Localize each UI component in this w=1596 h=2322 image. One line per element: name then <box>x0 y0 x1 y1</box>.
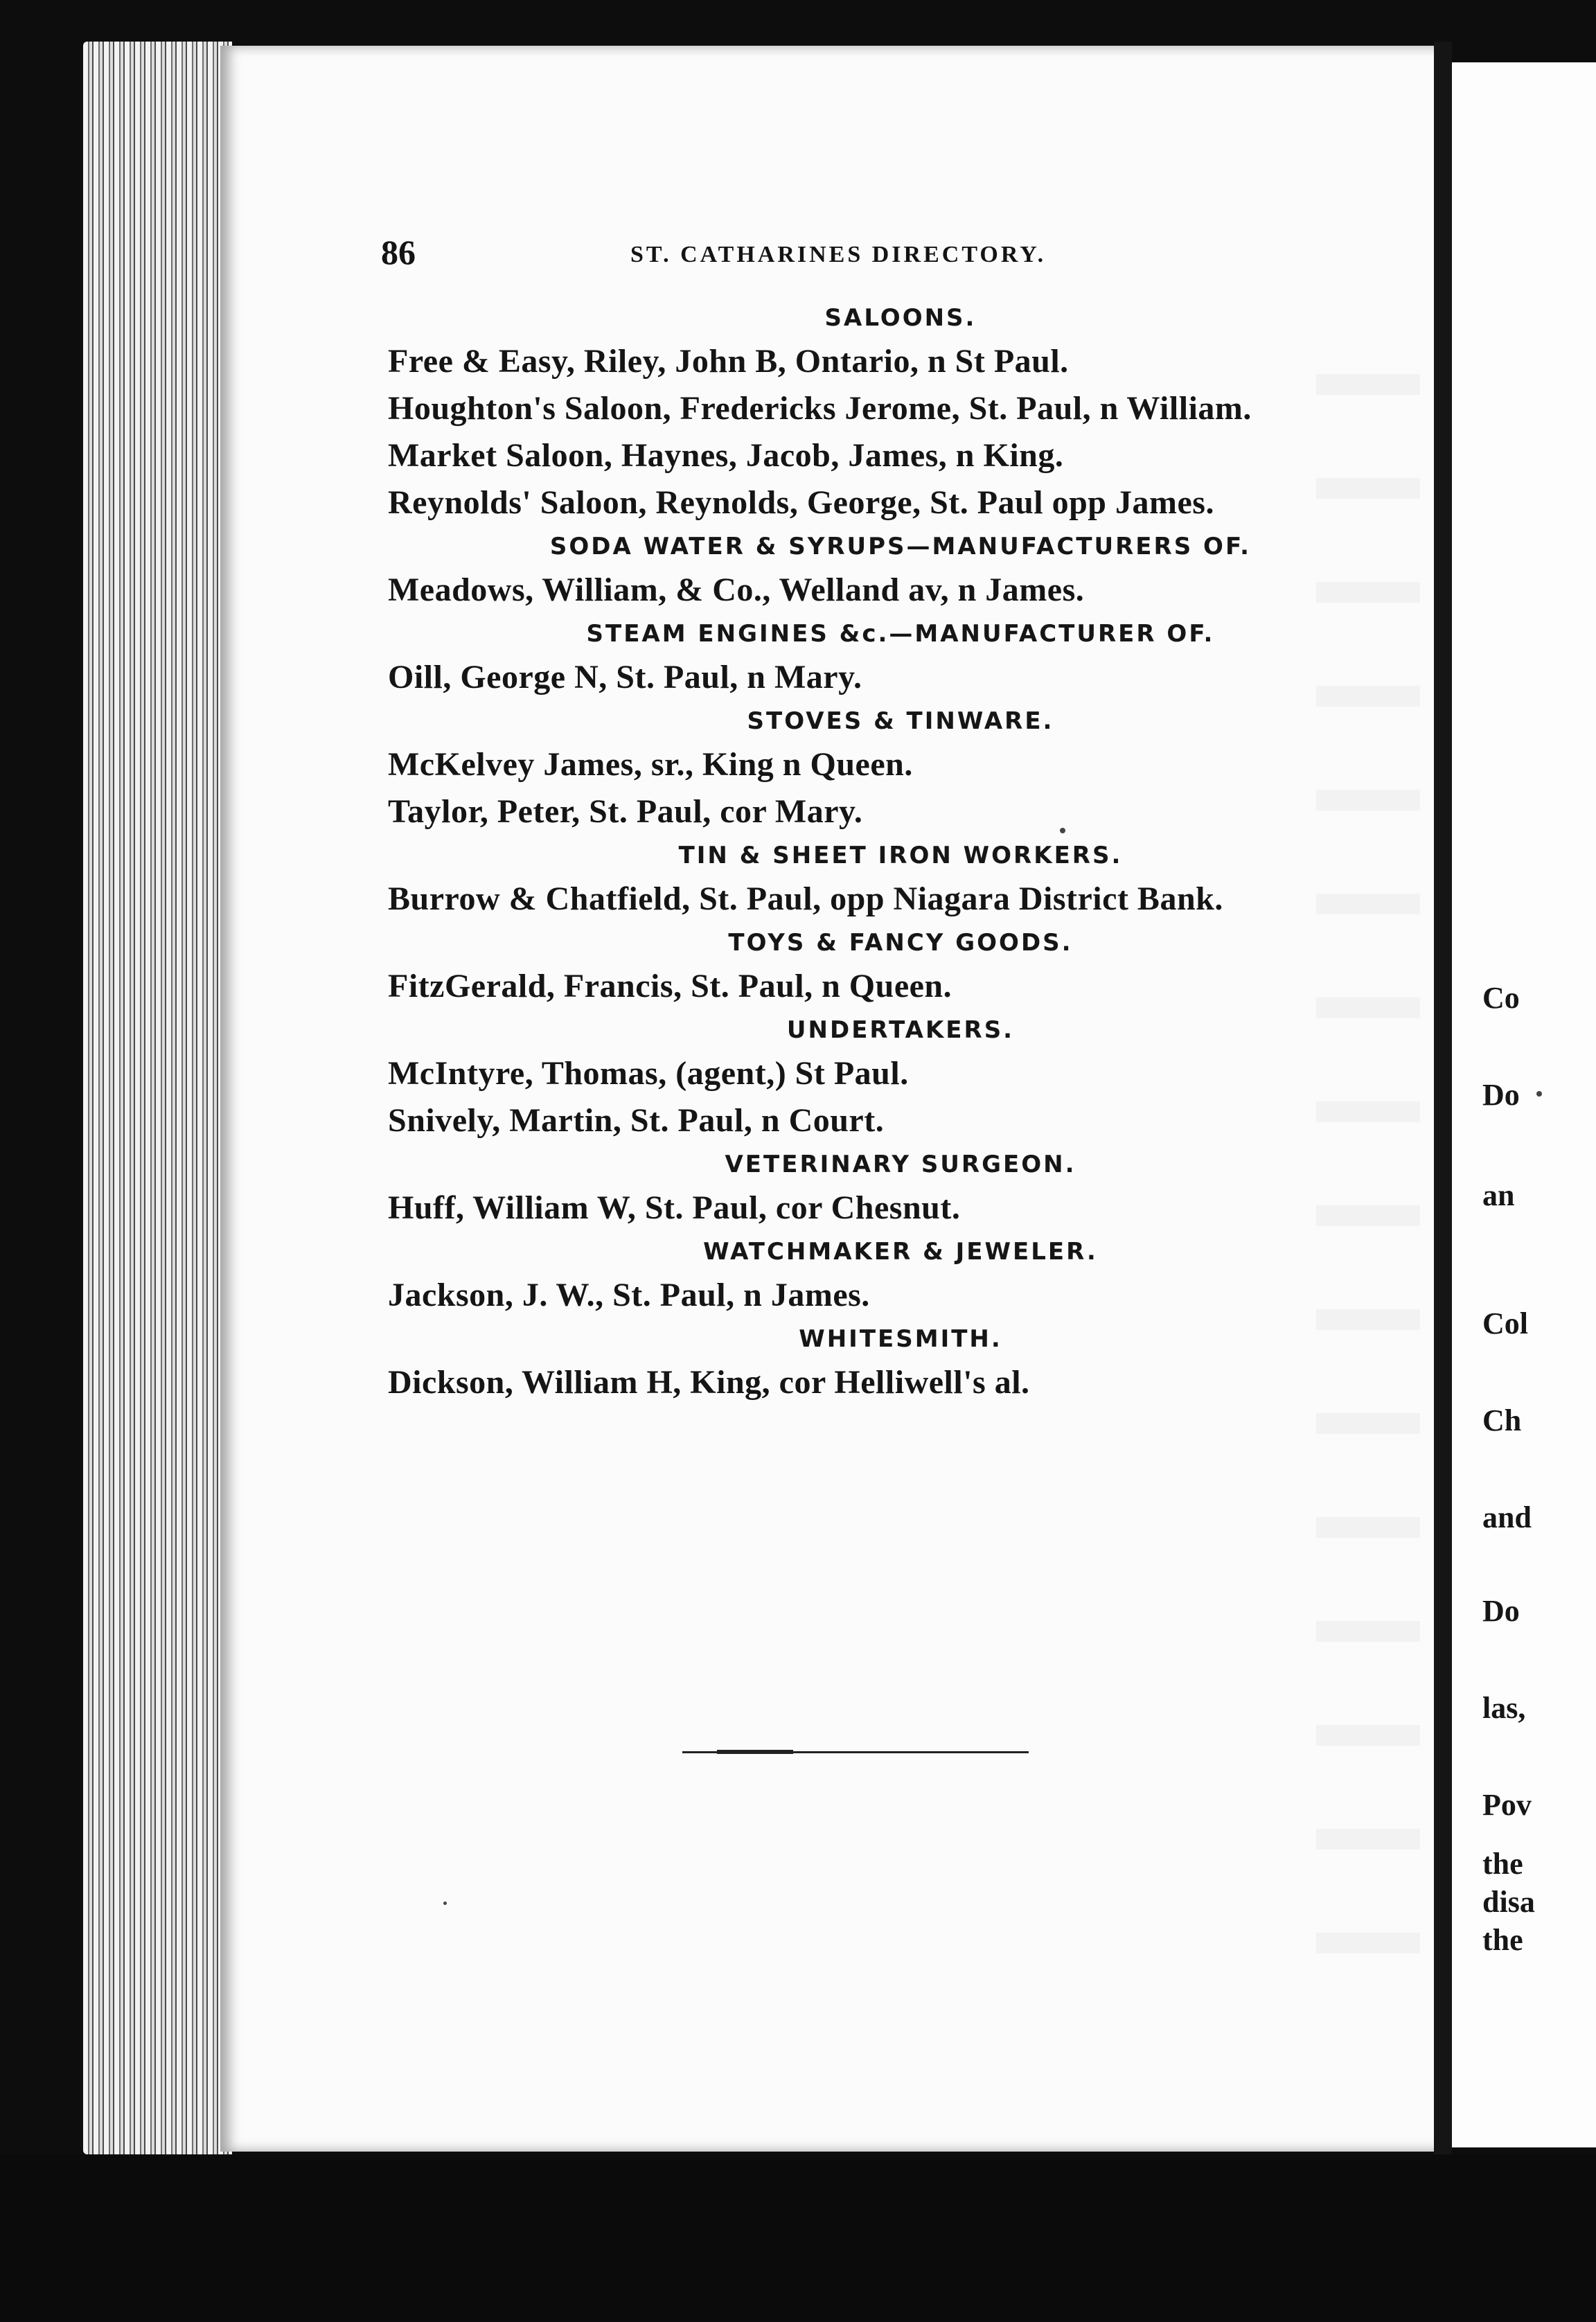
facing-page-fragment: the <box>1482 1847 1523 1881</box>
ink-speck <box>443 1902 447 1905</box>
directory-entry: Houghton's Saloon, Fredericks Jerome, St. Paul, n William. <box>388 390 1252 427</box>
page-number: 86 <box>381 233 416 272</box>
section-heading: STOVES & TINWARE. <box>747 707 1054 735</box>
page-edges <box>83 42 232 2154</box>
facing-page-fragment: Ch <box>1482 1403 1522 1437</box>
section-soda-water <box>388 526 1385 614</box>
facing-page-fragment: Col <box>1482 1306 1528 1340</box>
running-title: ST. CATHARINES DIRECTORY. <box>630 242 1047 267</box>
directory-entry: Free & Easy, Riley, John B, Ontario, n St Paul. <box>388 343 1069 380</box>
facing-page-fragment: an <box>1482 1178 1515 1212</box>
section-whitesmith <box>388 1319 1385 1406</box>
section-veterinary-surgeon <box>388 1144 1385 1232</box>
facing-page-fragment: Do <box>1482 1078 1520 1112</box>
scan-border <box>0 2154 1596 2322</box>
directory-entry: Market Saloon, Haynes, Jacob, James, n King. <box>388 437 1064 474</box>
section-saloons <box>388 298 1385 526</box>
book-gutter <box>1434 42 1452 2161</box>
section-heading: SODA WATER & SYRUPS—MANUFACTURERS OF. <box>549 533 1252 560</box>
end-ornament-rule <box>682 1749 1029 1755</box>
facing-page-fragment: Pov <box>1482 1788 1532 1822</box>
section-undertakers <box>388 1010 1385 1144</box>
directory-entry: Snively, Martin, St. Paul, n Court. <box>388 1102 885 1139</box>
directory-entry: Taylor, Peter, St. Paul, cor Mary. <box>388 793 863 830</box>
directory-entry: Oill, George N, St. Paul, n Mary. <box>388 659 862 695</box>
directory-listing <box>388 298 1385 1406</box>
section-heading: STEAM ENGINES &c.—MANUFACTURER OF. <box>586 620 1215 648</box>
section-tin-sheet-iron <box>388 835 1385 923</box>
directory-entry: Huff, William W, St. Paul, cor Chesnut. <box>388 1189 961 1226</box>
section-watchmaker-jeweler <box>388 1232 1385 1319</box>
section-heading: TIN & SHEET IRON WORKERS. <box>678 842 1123 869</box>
facing-page-fragment: the <box>1482 1923 1523 1957</box>
directory-entry: Dickson, William H, King, cor Helliwell's al. <box>388 1364 1030 1401</box>
section-steam-engines <box>388 614 1385 701</box>
facing-page-fragment: las, <box>1482 1691 1526 1725</box>
directory-entry: Jackson, J. W., St. Paul, n James. <box>388 1277 870 1313</box>
ink-speck <box>1060 828 1065 833</box>
section-toys-fancy-goods <box>388 923 1385 1010</box>
rule-swell <box>717 1750 793 1754</box>
facing-page <box>1452 62 1596 2147</box>
section-heading: UNDERTAKERS. <box>786 1016 1015 1044</box>
directory-entry: Reynolds' Saloon, Reynolds, George, St. Paul opp James. <box>388 484 1214 521</box>
facing-page-fragment: Do <box>1482 1594 1520 1628</box>
section-heading: VETERINARY SURGEON. <box>725 1151 1076 1178</box>
section-heading: TOYS & FANCY GOODS. <box>728 929 1073 957</box>
directory-entry: FitzGerald, Francis, St. Paul, n Queen. <box>388 968 952 1004</box>
directory-entry: McKelvey James, sr., King n Queen. <box>388 746 913 783</box>
facing-page-bullet <box>1536 1091 1542 1097</box>
section-heading: SALOONS. <box>824 304 977 332</box>
facing-page-fragment: disa <box>1482 1885 1535 1919</box>
facing-page-fragment: Co <box>1482 981 1520 1015</box>
section-heading: WHITESMITH. <box>799 1325 1002 1353</box>
page-header <box>381 232 1358 274</box>
section-stoves-tinware <box>388 701 1385 835</box>
directory-entry: Burrow & Chatfield, St. Paul, opp Niagara District Bank. <box>388 880 1223 917</box>
facing-page-fragment: and <box>1482 1500 1532 1534</box>
directory-entry: McIntyre, Thomas, (agent,) St Paul. <box>388 1055 909 1092</box>
section-heading: WATCHMAKER & JEWELER. <box>703 1238 1098 1266</box>
directory-entry: Meadows, William, & Co., Welland av, n James. <box>388 571 1085 608</box>
